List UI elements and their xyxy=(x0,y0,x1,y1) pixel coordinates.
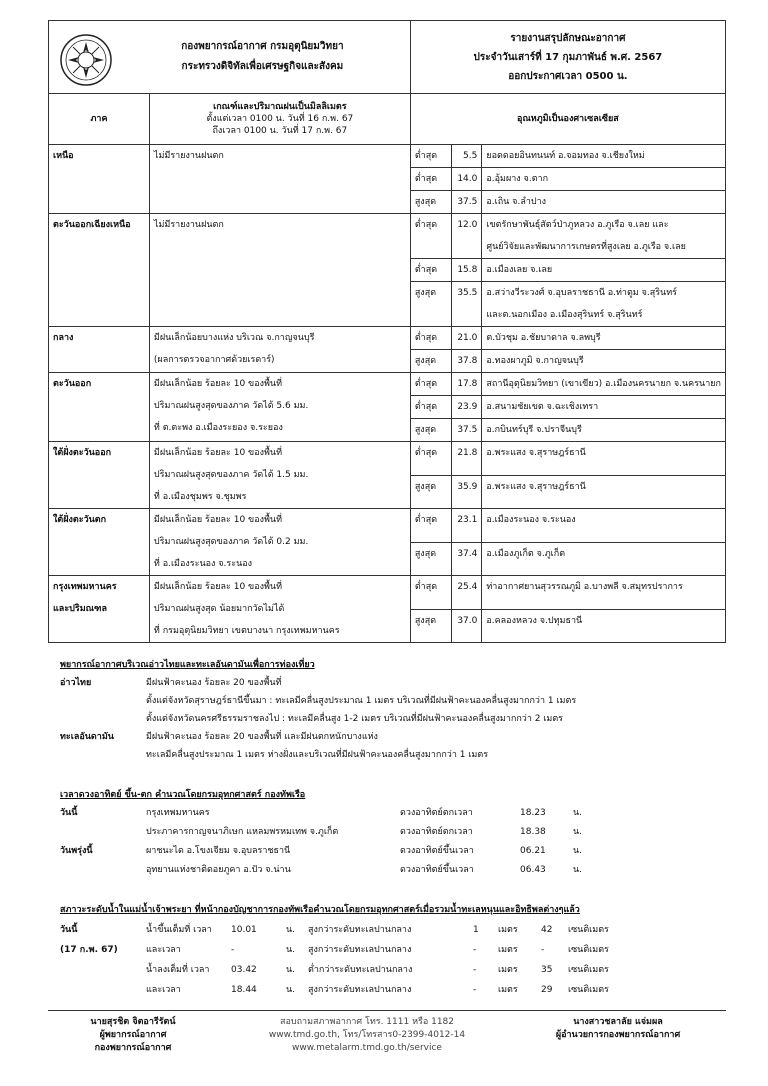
rain-line: ไม่มีรายงานฝนตก xyxy=(153,151,224,161)
contact-phone: สอบถามสภาพอากาศ โทร. 1111 หรือ 1182 xyxy=(279,1017,455,1027)
temp-value: 35.5 xyxy=(452,282,482,327)
rain-column-header xyxy=(149,94,410,145)
temp-place xyxy=(482,282,726,327)
temp-place-line: ศูนย์วิจัยและพัฒนาการเกษตรที่สูงเลย อ.ภูเรือ จ.เลย xyxy=(486,242,686,252)
temp-value: 17.8 xyxy=(452,373,482,396)
rain-line: ปริมาณฝนสูงสุดของภาค วัดได้ 5.6 มม. xyxy=(153,401,309,411)
sun-time: 06.21 xyxy=(520,846,546,856)
tide-label: น้ำลงเต็มที่ เวลา xyxy=(146,965,210,975)
temp-place-line: สถานีอุตุนิยมวิทยา (เขาเขียว) อ.เมืองนครนายก จ.นครนายก xyxy=(486,379,721,389)
region-temp-row xyxy=(49,214,726,259)
region-name: กรุงเทพมหานคร xyxy=(53,582,117,592)
tide-day: วันนี้ xyxy=(60,925,78,935)
director-name: นางสาวชลาลัย แจ่มผล xyxy=(573,1017,663,1027)
tide-time: 10.01 xyxy=(231,925,257,935)
tide-time: 18.44 xyxy=(231,985,257,995)
tide-meter-unit: เมตร xyxy=(498,965,518,975)
region-name-cell xyxy=(49,145,150,214)
temp-value: 37.5 xyxy=(452,191,482,214)
temp-place-line: อ.พระแสง จ.สุราษฎร์ธานี xyxy=(486,448,586,458)
temp-value: 14.0 xyxy=(452,168,482,191)
rain-line: มีฝนเล็กน้อย ร้อยละ 10 ของพื้นที่ xyxy=(153,582,283,592)
temp-column-header: อุณหภูมิเป็นองศาเซลเซียส xyxy=(410,94,725,145)
tide-time: 03.42 xyxy=(231,965,257,975)
forecaster-title: ผู้พยากรณ์อากาศ xyxy=(99,1030,167,1040)
tide-unit: น. xyxy=(286,925,296,935)
sun-event: ดวงอาทิตย์ขึ้นเวลา xyxy=(400,846,474,856)
agency-line1: กองพยากรณ์อากาศ กรมอุตุนิยมวิทยา xyxy=(181,41,344,52)
region-name: ใต้ฝั่งตะวันตก xyxy=(53,515,107,525)
rain-from: ตั้งแต่เวลา 0100 น. วันที่ 16 ก.พ. 67 xyxy=(206,114,354,124)
region-temp-row xyxy=(49,442,726,476)
temp-place-line: ท่าอากาศยานสุวรรณภูมิ อ.บางพลี จ.สมุทรปราการ xyxy=(486,582,683,592)
tide-desc: ต่ำกว่าระดับทะเลปานกลาง xyxy=(308,965,413,975)
forecaster-division: กองพยากรณ์อากาศ xyxy=(94,1043,172,1053)
region-name-cell xyxy=(49,576,150,643)
temp-value: 37.4 xyxy=(452,542,482,576)
region-temp-row xyxy=(49,373,726,396)
temp-place xyxy=(482,396,726,419)
tide-cm-unit: เซนติเมตร xyxy=(568,945,609,955)
temp-value: 21.0 xyxy=(452,327,482,350)
tide-meter-unit: เมตร xyxy=(498,945,518,955)
temp-place xyxy=(482,327,726,350)
report-date: ประจำวันเสาร์ที่ 17 กุมภาพันธ์ พ.ศ. 2567 xyxy=(473,51,663,63)
temp-label: ต่ำสุด xyxy=(410,214,452,259)
temp-label: ต่ำสุด xyxy=(410,168,452,191)
region-name-cell xyxy=(49,373,150,442)
tide-meters: 1 xyxy=(473,925,479,935)
temp-place xyxy=(482,442,726,476)
rain-cell xyxy=(149,327,410,373)
sun-event: ดวงอาทิตย์ขึ้นเวลา xyxy=(400,865,474,875)
temp-place-line: อ.คลองหลวง จ.ปทุมธานี xyxy=(486,615,583,626)
temp-label: ต่ำสุด xyxy=(410,509,452,543)
rain-line: ที่ กรมอุตุนิยมวิทยา เขตบางนา กรุงเทพมหานคร xyxy=(153,626,340,636)
region-temp-row xyxy=(49,576,726,610)
temp-label: สูงสุด xyxy=(410,419,452,442)
temp-label: สูงสุด xyxy=(410,350,452,373)
region-temp-row xyxy=(49,145,726,168)
sun-title: เวลาดวงอาทิตย์ ขึ้น-ตก คำนวณโดยกรมอุทกศาสตร์ กองทัพเรือ xyxy=(60,790,306,800)
rain-cell xyxy=(149,509,410,576)
marine-title: พยากรณ์อากาศบริเวณอ่าวไทยและทะเลอันดามันเพื่อการท่องเที่ยว xyxy=(60,660,315,670)
rain-line: มีฝนเล็กน้อย ร้อยละ 10 ของพื้นที่ xyxy=(153,515,283,525)
sun-time: 18.38 xyxy=(520,827,546,837)
tide-meters: - xyxy=(473,985,477,995)
tide-label: และเวลา xyxy=(146,945,181,955)
temp-place xyxy=(482,259,726,282)
report-time: ออกประกาศเวลา 0500 น. xyxy=(508,70,628,82)
temp-label: สูงสุด xyxy=(410,475,452,509)
region-column-header: ภาค xyxy=(49,94,150,145)
tide-cm-unit: เซนติเมตร xyxy=(568,925,609,935)
tide-unit: น. xyxy=(286,945,296,955)
sun-unit: น. xyxy=(573,808,583,818)
forecaster-signature xyxy=(48,1016,218,1055)
temp-place-line: อ.สนามชัยเขต จ.ฉะเชิงเทรา xyxy=(486,402,599,412)
temp-value: 12.0 xyxy=(452,214,482,259)
region-name-cell xyxy=(49,509,150,576)
tide-label: น้ำขึ้นเต็มที่ เวลา xyxy=(146,925,212,935)
tide-date: (17 ก.พ. 67) xyxy=(60,945,118,955)
sun-day: วันนี้ xyxy=(60,808,78,818)
temp-place xyxy=(482,191,726,214)
gulf-line: ตั้งแต่จังหวัดนครศรีธรรมราชลงไป : ทะเลมีคลื่นสูง 1-2 เมตร บริเวณที่มีฝนฟ้าคะนองคลื่นสูงมากกว่า 2 เมตร xyxy=(146,714,564,724)
region-temp-row xyxy=(49,509,726,543)
temp-place-line: ต.บัวชุม อ.ชัยบาดาล จ.ลพบุรี xyxy=(486,333,601,343)
region-temp-row xyxy=(49,327,726,350)
temp-value: 23.1 xyxy=(452,509,482,543)
contact-website[interactable]: www.tmd.go.th, โทร/โทรสาร0-2399-4012-14 xyxy=(268,1030,466,1040)
temp-place-line: อ.เมืองภูเก็ต จ.ภูเก็ต xyxy=(486,548,566,559)
sun-place: ประภาคารกาญจนาภิเษก แหลมพรหมเทพ จ.ภูเก็ต xyxy=(146,827,339,837)
temp-value: 35.9 xyxy=(452,475,482,509)
tide-meter-unit: เมตร xyxy=(498,985,518,995)
tide-cm: 42 xyxy=(541,925,553,935)
temp-place-line: อ.สว่างวีระวงศ์ จ.อุบลราชธานี อ.ท่าตูม จ.สุรินทร์ xyxy=(486,288,677,298)
temp-place-line: อ.กบินทร์บุรี จ.ปราจีนบุรี xyxy=(486,425,582,435)
agency-line2: กระทรวงดิจิทัลเพื่อเศรษฐกิจและสังคม xyxy=(181,61,344,72)
temp-value: 15.8 xyxy=(452,259,482,282)
tide-desc: สูงกว่าระดับทะเลปานกลาง xyxy=(308,985,412,995)
tide-unit: น. xyxy=(286,985,296,995)
sun-day: วันพรุ่งนี้ xyxy=(60,846,93,856)
weather-summary-table xyxy=(48,20,726,643)
region-name: ตะวันออกเฉียงเหนือ xyxy=(53,220,131,230)
temp-label: สูงสุด xyxy=(410,609,452,643)
rain-line: ที่ อ.เมืองชุมพร จ.ชุมพร xyxy=(153,492,247,502)
region-name-cell xyxy=(49,214,150,327)
tide-desc: สูงกว่าระดับทะเลปานกลาง xyxy=(308,945,412,955)
temp-value: 37.8 xyxy=(452,350,482,373)
forecaster-name: นายสุรชิต จิตอารีรัตน์ xyxy=(90,1017,176,1027)
temp-value: 23.9 xyxy=(452,396,482,419)
tide-title: สภาวะระดับน้ำในแม่น้ำเจ้าพระยา ที่หน้ากองบัญชาการกองทัพเรือคำนวณโดยกรมอุทกศาสตร์เมื่อรวมน้ำทะเลหนุนและอิทธิพลต่างๆแล้ว xyxy=(60,905,580,915)
temp-place-line: อ.เมืองเลย จ.เลย xyxy=(486,265,553,275)
sun-unit: น. xyxy=(573,846,583,856)
rain-line: (ผลการตรวจอากาศด้วยเรดาร์) xyxy=(153,355,275,365)
sun-event: ดวงอาทิตย์ตกเวลา xyxy=(400,827,473,837)
footer-divider xyxy=(48,1010,726,1011)
region-name-cell xyxy=(49,327,150,373)
tide-desc: สูงกว่าระดับทะเลปานกลาง xyxy=(308,925,412,935)
tide-meters: - xyxy=(473,945,477,955)
tide-cm-unit: เซนติเมตร xyxy=(568,965,609,975)
temp-value: 37.0 xyxy=(452,609,482,643)
temp-value: 37.5 xyxy=(452,419,482,442)
temp-value: 21.8 xyxy=(452,442,482,476)
temp-value: 5.5 xyxy=(452,145,482,168)
tide-cm-unit: เซนติเมตร xyxy=(568,985,609,995)
temp-label: ต่ำสุด xyxy=(410,373,452,396)
temp-place xyxy=(482,542,726,576)
region-name: ตะวันออก xyxy=(53,379,92,389)
temp-place-line: อ.เมืองระนอง จ.ระนอง xyxy=(486,515,576,525)
temp-place-line: อ.ทองผาภูมิ จ.กาญจนบุรี xyxy=(486,356,584,366)
temp-place-line: อ.อุ้มผาง จ.ตาก xyxy=(486,174,549,184)
report-cell xyxy=(410,21,725,94)
rain-to: ถึงเวลา 0100 น. วันที่ 17 ก.พ. 67 xyxy=(212,126,348,136)
rain-line: ปริมาณฝนสูงสุดของภาค วัดได้ 1.5 มม. xyxy=(153,470,309,480)
tide-time: - xyxy=(231,945,235,955)
region-name-cell xyxy=(49,442,150,509)
rain-cell xyxy=(149,442,410,509)
temp-label: สูงสุด xyxy=(410,191,452,214)
andaman-line: ทะเลมีคลื่นสูงประมาณ 1 เมตร ห่างฝั่งและบริเวณที่มีฝนฟ้าคะนองคลื่นสูงมากกว่า 1 เมตร xyxy=(146,750,489,760)
temp-value: 25.4 xyxy=(452,576,482,610)
rain-line: มีฝนเล็กน้อย ร้อยละ 10 ของพื้นที่ xyxy=(153,379,283,389)
andaman-line: มีฝนฟ้าคะนอง ร้อยละ 20 ของพื้นที่ และมีฝนตกหนักบางแห่ง xyxy=(146,732,378,742)
sun-place: อุทยานแห่งชาติดอยภูคา อ.ปัว จ.น่าน xyxy=(146,865,291,875)
tide-cm: 35 xyxy=(541,965,553,975)
tide-meters: - xyxy=(473,965,477,975)
temp-place xyxy=(482,145,726,168)
temp-place xyxy=(482,475,726,509)
temp-place xyxy=(482,576,726,610)
sun-place: ผาชนะได อ.โขงเจียม จ.อุบลราชธานี xyxy=(146,846,291,856)
temp-place-line: และต.นอกเมือง อ.เมืองสุรินทร์ จ.สุรินทร์ xyxy=(486,310,643,320)
gulf-line: มีฝนฟ้าคะนอง ร้อยละ 20 ของพื้นที่ xyxy=(146,678,282,688)
tide-cm: - xyxy=(541,945,545,955)
tide-meter-unit: เมตร xyxy=(498,925,518,935)
temp-label: สูงสุด xyxy=(410,282,452,327)
sun-time: 06.43 xyxy=(520,865,546,875)
contact-info xyxy=(232,1016,502,1055)
sun-unit: น. xyxy=(573,827,583,837)
agency-cell xyxy=(49,21,411,94)
temp-place xyxy=(482,350,726,373)
rain-line: มีฝนเล็กน้อย ร้อยละ 10 ของพื้นที่ xyxy=(153,448,283,458)
contact-service-link[interactable]: www.metalarm.tmd.go.th/service xyxy=(292,1043,442,1053)
rain-cell xyxy=(149,576,410,643)
temp-place-line: เขตรักษาพันธุ์สัตว์ป่าภูหลวง อ.ภูเรือ จ.เลย และ xyxy=(486,220,669,230)
region-name: ใต้ฝั่งตะวันออก xyxy=(53,448,112,458)
temp-label: ต่ำสุด xyxy=(410,442,452,476)
sun-place: กรุงเทพมหานคร xyxy=(146,808,210,818)
temp-place xyxy=(482,419,726,442)
rain-cell xyxy=(149,145,410,214)
sun-time: 18.23 xyxy=(520,808,546,818)
temp-place xyxy=(482,373,726,396)
rain-line: ที่ ต.ตะพง อ.เมืองระยอง จ.ระยอง xyxy=(153,423,283,433)
temp-place-line: อ.เถิน จ.ลำปาง xyxy=(486,197,547,207)
temp-label: ต่ำสุด xyxy=(410,327,452,350)
region-name-line2: และปริมณฑล xyxy=(53,604,107,614)
rain-cell xyxy=(149,373,410,442)
temp-place xyxy=(482,509,726,543)
sun-event: ดวงอาทิตย์ตกเวลา xyxy=(400,808,473,818)
gulf-line: ตั้งแต่จังหวัดสุราษฎร์ธานีขึ้นมา : ทะเลมีคลื่นสูงประมาณ 1 เมตร บริเวณที่มีฝนฟ้าคะนองคลื่นสูงมากกว่า 1 เมตร xyxy=(146,696,577,706)
andaman-label: ทะเลอันดามัน xyxy=(60,732,114,742)
region-name: เหนือ xyxy=(53,151,74,161)
temp-label: ต่ำสุด xyxy=(410,145,452,168)
rain-line: ปริมาณฝนสูงสุดของภาค วัดได้ 0.2 มม. xyxy=(153,537,309,547)
temp-place-line: อ.พระแสง จ.สุราษฎร์ธานี xyxy=(486,481,586,492)
tide-label: และเวลา xyxy=(146,985,181,995)
temp-label: ต่ำสุด xyxy=(410,259,452,282)
temp-label: สูงสุด xyxy=(410,542,452,576)
region-rows xyxy=(49,145,726,643)
report-title: รายงานสรุปลักษณะอากาศ xyxy=(510,32,626,44)
temp-place xyxy=(482,214,726,259)
tide-cm: 29 xyxy=(541,985,553,995)
rain-line: มีฝนเล็กน้อยบางแห่ง บริเวณ จ.กาญจนบุรี xyxy=(153,333,315,343)
rain-line: ที่ อ.เมืองระนอง จ.ระนอง xyxy=(153,559,253,569)
temp-label: ต่ำสุด xyxy=(410,396,452,419)
region-name: กลาง xyxy=(53,333,74,343)
rain-title: เกณฑ์และปริมาณฝนเป็นมิลลิเมตร xyxy=(213,102,347,112)
column-header-row xyxy=(49,94,726,145)
sun-unit: น. xyxy=(573,865,583,875)
director-title: ผู้อำนวยการกองพยากรณ์อากาศ xyxy=(555,1030,681,1040)
temp-place xyxy=(482,609,726,643)
header-row xyxy=(49,21,726,94)
temp-label: ต่ำสุด xyxy=(410,576,452,610)
rain-cell xyxy=(149,214,410,327)
tide-unit: น. xyxy=(286,965,296,975)
rain-line: ปริมาณฝนสูงสุด น้อยมากวัดไม่ได้ xyxy=(153,604,285,614)
temp-place xyxy=(482,168,726,191)
director-signature xyxy=(510,1016,726,1042)
temp-place-line: ยอดดอยอินทนนท์ อ.จอมทอง จ.เชียงใหม่ xyxy=(486,151,645,161)
rain-line: ไม่มีรายงานฝนตก xyxy=(153,220,224,230)
gulf-label: อ่าวไทย xyxy=(60,678,92,688)
